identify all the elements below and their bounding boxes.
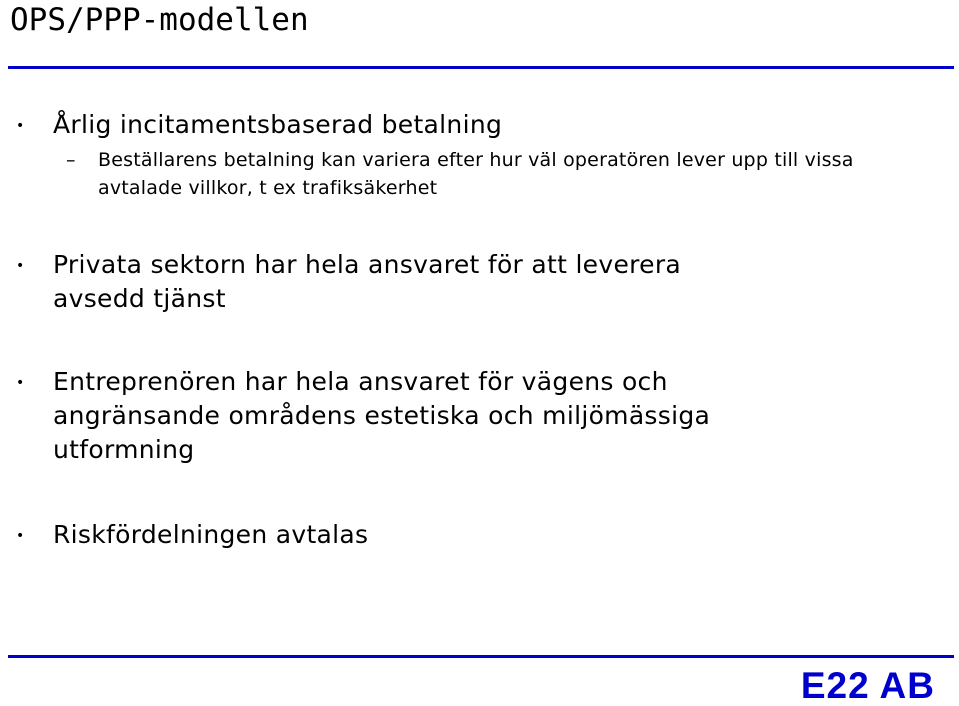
sub-text-1: Beställarens betalning kan variera efter hur väl operatören lever upp till vissa avtalade villkor, t ex trafiksäkerhet bbox=[98, 149, 854, 199]
company-logo: E22 AB bbox=[800, 665, 935, 706]
bullet-dot-3: • bbox=[16, 375, 25, 391]
bullet-text-3: Entreprenören har hela ansvaret för vägens och angränsande områdens estetiska och miljömässiga utformning bbox=[53, 367, 711, 464]
bottom-divider bbox=[8, 655, 954, 658]
bullet-dot-4: • bbox=[16, 528, 25, 544]
bullet-text-4: Riskfördelningen avtalas bbox=[53, 520, 369, 549]
bullet-text-2: Privata sektorn har hela ansvaret för att leverera avsedd tjänst bbox=[53, 250, 682, 313]
top-divider bbox=[8, 66, 954, 69]
bullet-text-1: Årlig incitamentsbaserad betalning bbox=[53, 110, 503, 139]
sub-dash-1: – bbox=[66, 149, 76, 171]
slide-title: OPS/PPP-modellen bbox=[10, 2, 309, 38]
bullet-dot-1: • bbox=[16, 118, 25, 134]
bullet-dot-2: • bbox=[16, 258, 25, 274]
